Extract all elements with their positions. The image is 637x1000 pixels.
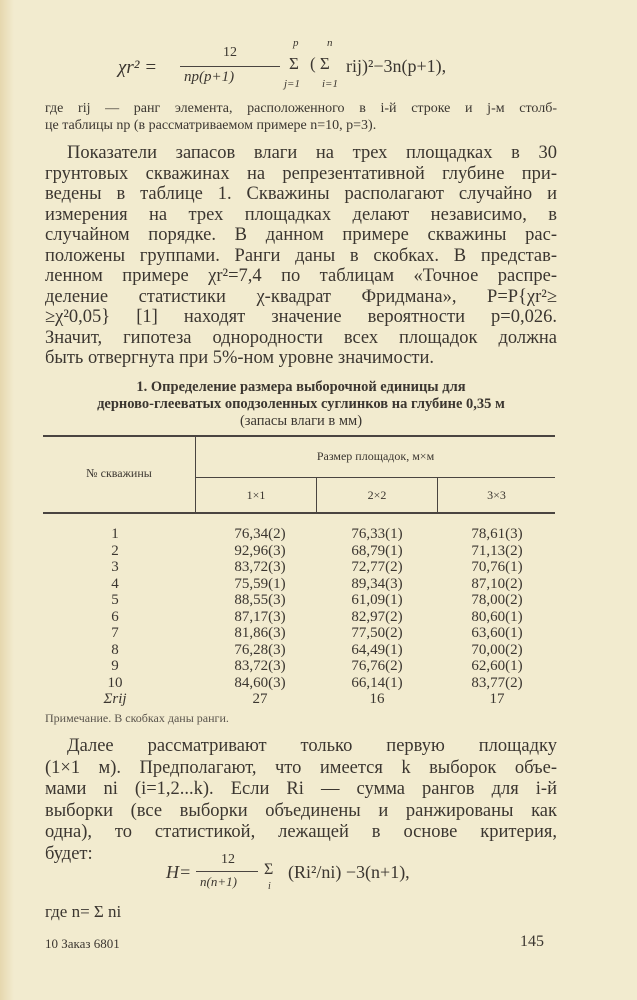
value-cell: 76,28(3): [234, 641, 286, 658]
value-cell: 82,97(2): [351, 608, 403, 625]
value-cell: 80,60(1): [471, 608, 523, 625]
formula1-note-line: це таблицы np (в рассматриваемом примере n=10, p=3).: [45, 118, 377, 133]
paragraph-line: Показатели запасов влаги на трех площадках в 30: [67, 143, 557, 163]
value-cell: 71,13(2): [471, 542, 523, 559]
value-cell: 27: [252, 691, 268, 707]
paragraph-line: ведены в таблице 1. Скважины располагают случайно и: [45, 184, 557, 204]
value-cell: 75,59(1): [234, 575, 286, 592]
value-cell: 78,00(2): [471, 592, 523, 608]
formula2-sum-bottom: i: [268, 881, 271, 892]
paragraph-line: случайном порядке. В данном примере скважины рас-: [45, 225, 557, 245]
well-number-cell: 4: [111, 575, 119, 592]
well-number-cell: 10: [107, 674, 123, 691]
value-cell: 87,17(3): [234, 608, 286, 625]
paragraph-line: одна), то статистикой, лежащей в основе критерия,: [45, 822, 557, 842]
value-cell: 63,60(1): [471, 625, 523, 641]
formula1-sum-inner: ( Σ: [310, 54, 330, 73]
paragraph-line: выборки (все выборки объединены и ранжированы как: [45, 800, 557, 821]
formula2-numerator: 12: [221, 852, 235, 867]
well-number-cell: 3: [111, 559, 119, 575]
value-cell: 92,96(3): [234, 542, 286, 559]
value-cell: 89,34(3): [351, 575, 403, 592]
value-cell: 62,60(1): [471, 658, 523, 674]
formula1-sum-inner-top: n: [327, 37, 333, 49]
paragraph-line: грунтовых скважинах на репрезентативной глубине при-: [45, 163, 557, 184]
table-caption-units: (запасы влаги в мм): [239, 413, 363, 429]
formula1-rest: rij)²−3n(p+1),: [346, 56, 447, 76]
value-cell: 70,00(2): [471, 641, 523, 658]
table-caption-title: 1. Определение размера выборочной единицы для: [136, 379, 466, 395]
well-number-cell: Σrij: [103, 691, 127, 707]
paragraph-line: ≥χ²0,05} [1] находят значение вероятности p=0,026.: [45, 307, 557, 327]
paragraph-line: Значит, гипотеза однородности всех площадок должна: [45, 327, 557, 348]
formula1-sum-outer-bottom: j=1: [284, 78, 300, 90]
value-cell: 84,60(3): [234, 674, 286, 691]
paragraph-line: ленном примере χr²=7,4 по таблицам «Точное распре-: [45, 266, 557, 286]
value-cell: 78,61(3): [471, 526, 523, 542]
value-cell: 77,50(2): [351, 625, 403, 641]
value-cell: 70,76(1): [471, 559, 523, 575]
value-cell: 83,77(2): [471, 674, 523, 691]
footer-print-order: 10 Заказ 6801: [45, 936, 120, 951]
value-cell: 76,33(1): [351, 526, 403, 542]
paragraph-line: мами ni (i=1,2...k). Если Ri — сумма рангов для i-й: [45, 779, 557, 799]
formula2-lhs: H=: [166, 862, 192, 882]
table-header-rule: [43, 512, 555, 514]
value-cell: 83,72(3): [234, 658, 286, 674]
value-cell: 83,72(3): [234, 559, 286, 575]
well-number-cell: 7: [111, 625, 119, 641]
well-number-cell: 6: [111, 608, 119, 625]
formula1-numerator: 12: [223, 45, 237, 60]
paragraph-line: деление статистики χ-квадрат Фридмана», P=P{χr²≥: [45, 286, 557, 307]
value-cell: 76,76(2): [351, 658, 403, 674]
column-header-1x1: 1×1: [246, 488, 266, 502]
well-number-cell: 9: [111, 658, 119, 674]
formula1-lhs: χr² =: [118, 57, 158, 78]
paragraph-line: Далее рассматривают только первую площадку: [67, 736, 557, 756]
value-cell: 72,77(2): [351, 559, 403, 575]
formula2-sum: Σ: [264, 861, 274, 878]
value-cell: 16: [369, 691, 385, 707]
column-header-well-number: № скважины: [86, 466, 152, 480]
well-number-cell: 8: [111, 641, 119, 658]
paragraph-line: измерения на трех площадках делают независимо, в: [45, 204, 557, 225]
formula2-denominator: n(n+1): [200, 874, 237, 889]
formula1-sum-outer-top: p: [293, 37, 299, 49]
column-header-3x3: 3×3: [487, 488, 506, 502]
table-group-rule: [196, 477, 555, 478]
formula2-rest: (Ri²/ni) −3(n+1),: [288, 862, 410, 882]
formula2-note: где n= Σ ni: [45, 902, 122, 921]
value-cell: 61,09(1): [351, 592, 403, 608]
paragraph-line: положены группами. Ранги даны в скобках. В представ-: [45, 245, 557, 266]
well-number-cell: 2: [111, 542, 119, 559]
value-cell: 87,10(2): [471, 575, 523, 592]
value-cell: 66,14(1): [351, 674, 403, 691]
value-cell: 64,49(1): [351, 641, 403, 658]
formula1-note-line: где rij — ранг элемента, расположенного в i-й строке и j-м столб-: [45, 101, 557, 116]
table-top-rule: [43, 435, 555, 437]
value-cell: 17: [489, 691, 505, 707]
table-caption-subtitle: дерново-глееватых оподзоленных суглинков на глубине 0,35 м: [97, 396, 505, 412]
paragraph-line: (1×1 м). Предполагают, что имеется k выборок объе-: [45, 757, 557, 778]
paragraph-line: будет:: [45, 843, 93, 864]
page-edge-shadow: [0, 0, 14, 1000]
value-cell: 76,34(2): [234, 526, 286, 542]
value-cell: 68,79(1): [351, 542, 403, 559]
paragraph-line: быть отвергнута при 5%-ном уровне значимости.: [45, 348, 435, 368]
well-number-cell: 5: [111, 592, 119, 608]
formula1-sum-outer: Σ: [289, 54, 299, 73]
formula1-denominator: np(p+1): [184, 69, 235, 85]
table-note: Примечание. В скобках даны ранги.: [45, 711, 229, 725]
value-cell: 81,86(3): [234, 625, 286, 641]
fraction-bar: [196, 871, 258, 872]
column-header-2x2: 2×2: [367, 488, 387, 502]
value-cell: 88,55(3): [234, 592, 286, 608]
formula1-sum-inner-bottom: i=1: [322, 78, 338, 90]
fraction-bar: [180, 66, 280, 67]
well-number-cell: 1: [111, 526, 119, 542]
column-group-header: Размер площадок, м×м: [316, 449, 435, 463]
page-number: 145: [520, 933, 544, 950]
